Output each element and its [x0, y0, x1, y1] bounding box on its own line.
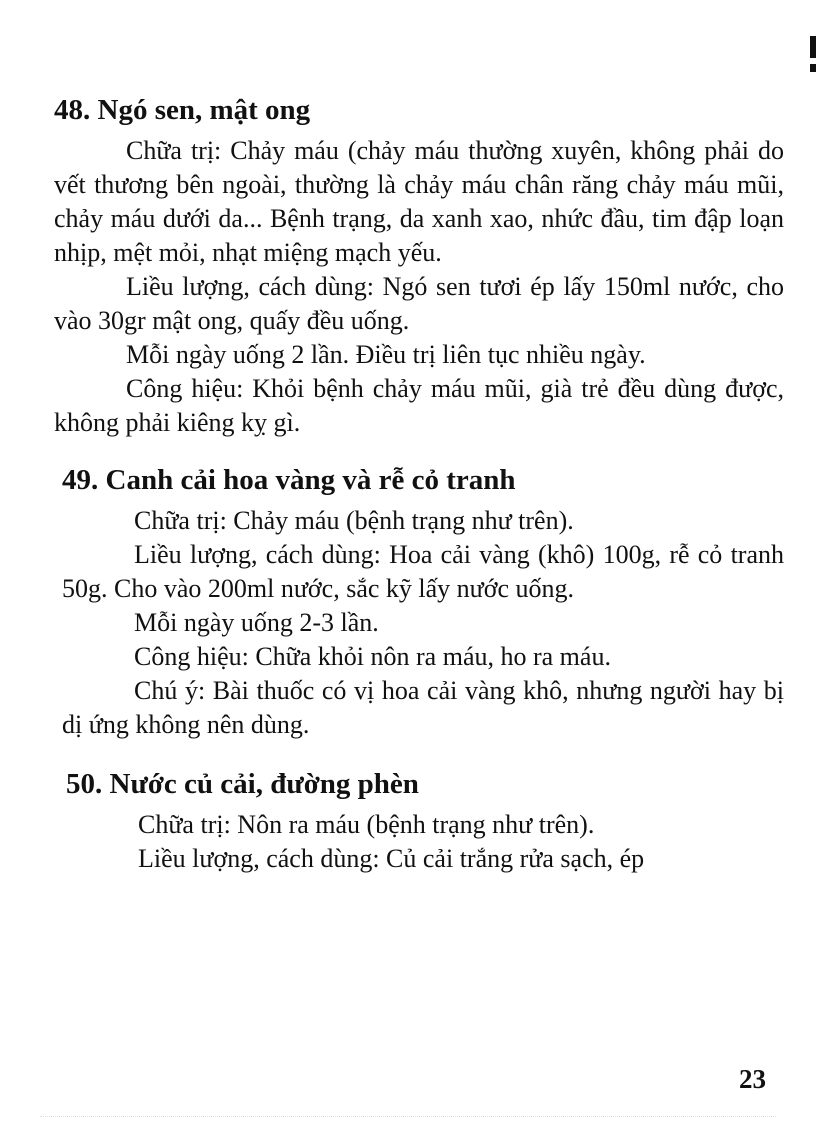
- paragraph: Chữa trị: Chảy máu (chảy máu thường xuyên, không phải do vết thương bên ngoài, thường là chảy máu chân răng chảy máu mũi, chảy máu dưới da... Bệnh trạng, da xanh xao, nhức đầu, tim đập loạn nhịp, mệt mỏi, nhạt miệng mạch yếu.: [54, 136, 784, 267]
- paragraph: Liều lượng, cách dùng: Ngó sen tươi ép lấy 150ml nước, cho vào 30gr mật ong, quấy đều uống.: [54, 272, 784, 335]
- paragraph: Liều lượng, cách dùng: Hoa cải vàng (khô) 100g, rễ cỏ tranh 50g. Cho vào 200ml nước, sắc kỹ lấy nước uống.: [62, 540, 784, 603]
- section-heading: 50. Nước củ cải, đường phèn: [66, 768, 419, 800]
- remedy-49: [54, 458, 784, 742]
- paragraph: Chữa trị: Chảy máu (bệnh trạng như trên).: [134, 506, 574, 535]
- paragraph: Mỗi ngày uống 2-3 lần.: [134, 608, 379, 637]
- paragraph: Chữa trị: Nôn ra máu (bệnh trạng như trên).: [138, 810, 595, 839]
- remedy-50: [54, 762, 784, 876]
- page-content: [54, 88, 784, 876]
- paragraph: Chú ý: Bài thuốc có vị hoa cải vàng khô, nhưng người hay bị dị ứng không nên dùng.: [62, 676, 784, 739]
- page-number: 23: [739, 1064, 766, 1094]
- remedy-48: [54, 88, 784, 440]
- scan-edge-mark: [810, 36, 816, 58]
- scan-edge-mark: [810, 64, 816, 72]
- section-heading: 49. Canh cải hoa vàng và rễ cỏ tranh: [62, 464, 516, 496]
- paragraph: Công hiệu: Chữa khỏi nôn ra máu, ho ra máu.: [134, 642, 611, 671]
- paragraph: Công hiệu: Khỏi bệnh chảy máu mũi, già trẻ đều dùng được, không phải kiêng kỵ gì.: [54, 374, 784, 437]
- section-heading: 48. Ngó sen, mật ong: [54, 94, 311, 126]
- paragraph: Mỗi ngày uống 2 lần. Điều trị liên tục nhiều ngày.: [126, 340, 646, 369]
- paragraph: Liều lượng, cách dùng: Củ cải trắng rửa sạch, ép: [138, 844, 645, 873]
- divider: [40, 1116, 776, 1118]
